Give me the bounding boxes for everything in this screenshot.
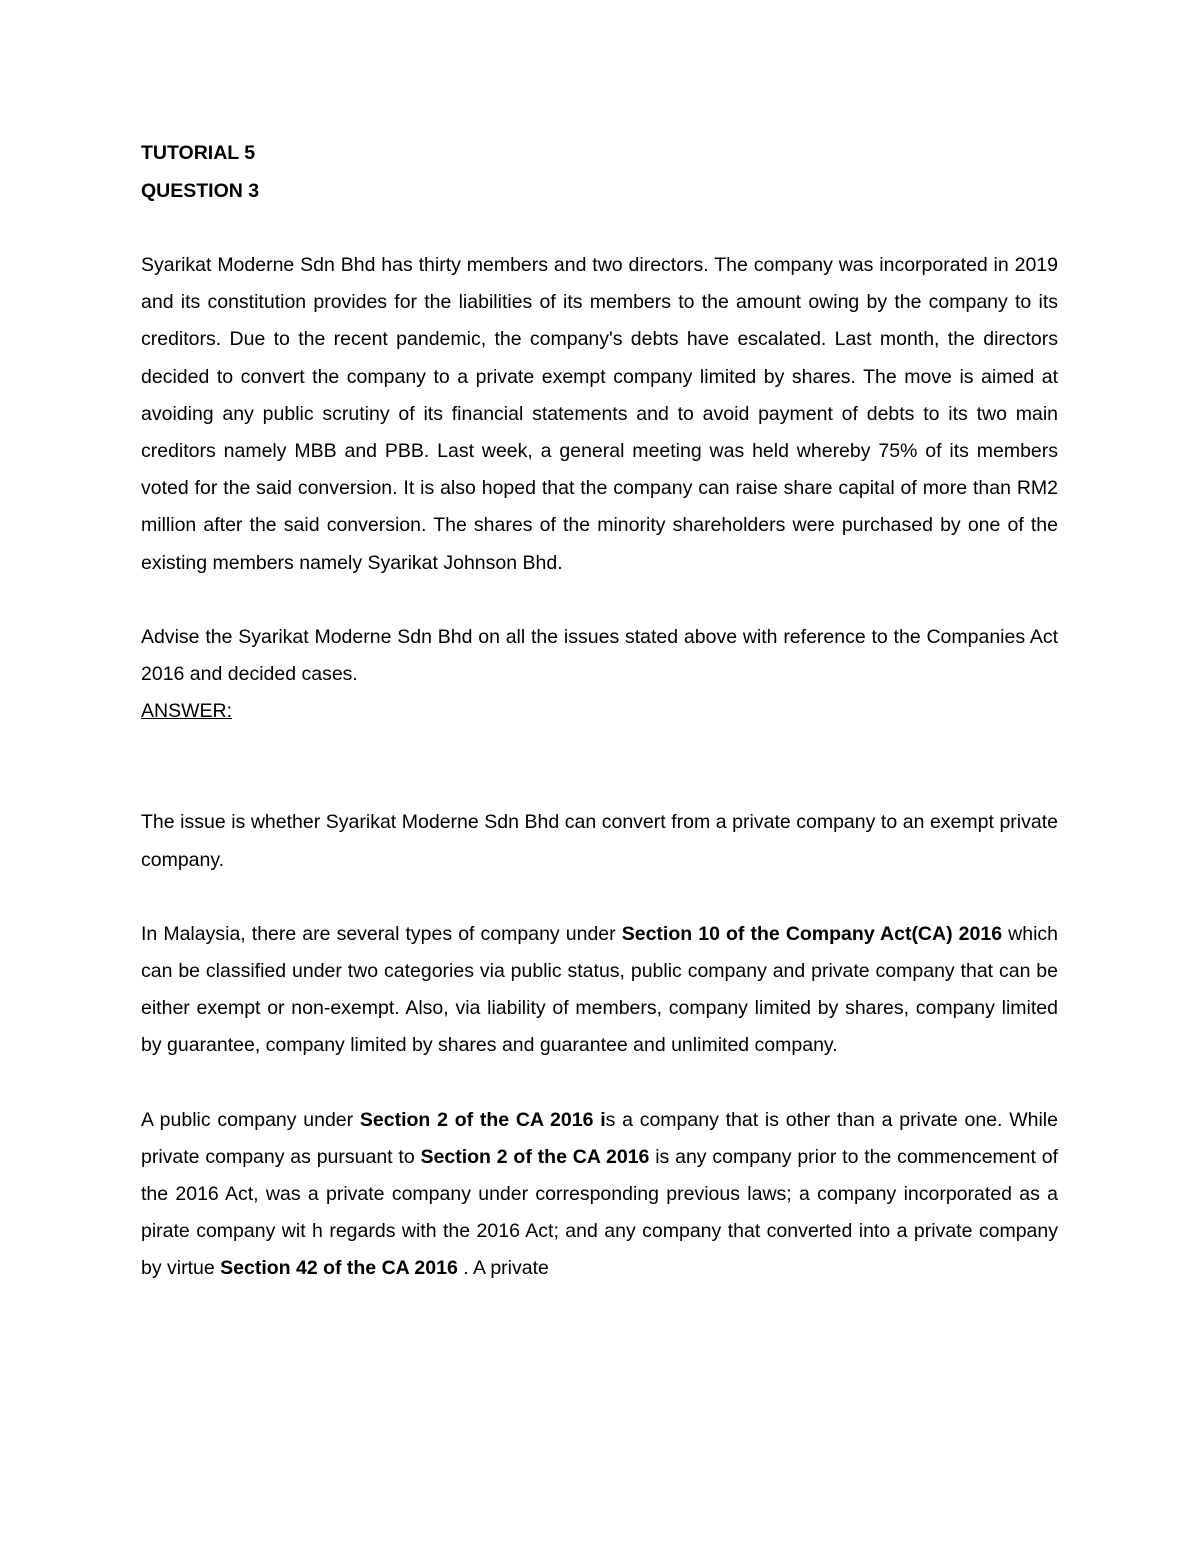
text-run: is any company prior to the commencement of the 2016 Act, was a private company under corresponding previous laws; a company incorporated as a pirate company wit h regards with the 2016 Act; and any company that converted into a private company by virtue: [141, 1145, 1058, 1280]
text-run: A public company under: [141, 1108, 360, 1131]
statute-reference: Section 42 of the CA 2016: [220, 1257, 458, 1280]
document-body: [141, 134, 1058, 1288]
issue-paragraph: The issue is whether Syarikat Moderne Sdn Bhd can convert from a private company to an exempt private company.: [141, 811, 1058, 871]
statute-reference: Section 2 of the CA 2016 i: [359, 1108, 606, 1131]
advise-paragraph: Advise the Syarikat Moderne Sdn Bhd on all the issues stated above with reference to the Companies Act 2016 and decided cases.: [141, 625, 1058, 686]
text-run: . A private: [457, 1257, 549, 1280]
text-run: which can be classified under two categories via public status, public company and private company that can be either exempt or non-exempt. Also, via liability of members, company limited by shares, company limited by guarantee, company limited by shares and guarantee and unlimited company.: [141, 922, 1058, 1057]
statute-reference: Section 2 of the CA 2016: [420, 1145, 650, 1168]
company-types-paragraph: [141, 916, 1058, 1065]
question-number: QUESTION 3: [141, 180, 260, 202]
answer-label: ANSWER:: [141, 700, 233, 723]
question-paragraph: Syarikat Moderne Sdn Bhd has thirty members and two directors. The company was incorporated in 2019 and its constitution provides for the liabilities of its members to the amount owing by the company to its creditors. Due to the recent pandemic, the company's debts have escalated. Last month, the directors decided to convert the company to a private exempt company limited by shares. The move is aimed at avoiding any public scrutiny of its financial statements and to avoid payment of debts to its two main creditors namely MBB and PBB. Last week, a general meeting was held whereby 75% of its members voted for the said conversion. It is also hoped that the company can raise share capital of more than RM2 million after the said conversion. The shares of the minority shareholders were purchased by one of the existing members namely Syarikat Johnson Bhd.: [141, 254, 1058, 574]
statute-reference: Section 10 of the Company Act(CA) 2016: [621, 922, 1003, 945]
public-company-paragraph: [141, 1102, 1058, 1288]
text-run: s a company that is other than a private one. While private company as pursuant to: [141, 1108, 1058, 1168]
text-run: In Malaysia, there are several types of company under: [141, 922, 622, 945]
document-title: TUTORIAL 5: [141, 142, 256, 164]
